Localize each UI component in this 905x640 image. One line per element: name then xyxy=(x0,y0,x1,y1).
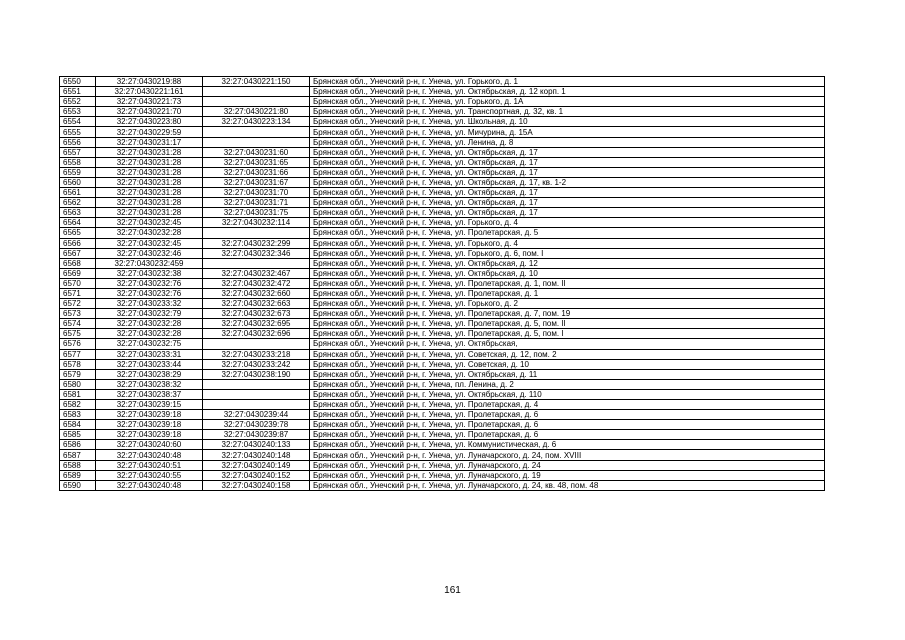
table-row xyxy=(60,228,825,238)
object-cadastral-number-cell xyxy=(203,137,310,147)
address-cell: Брянская обл., Унечский р-н, г. Унеча, ул. Советская, д. 10 xyxy=(310,359,825,369)
parcel-cadastral-number-cell: 32:27:0430232:46 xyxy=(96,248,203,258)
object-cadastral-number-cell: 32:27:0430231:70 xyxy=(203,188,310,198)
row-number-cell: 6584 xyxy=(60,420,96,430)
parcel-cadastral-number-cell: 32:27:0430233:31 xyxy=(96,349,203,359)
address-cell: Брянская обл., Унечский р-н, г. Унеча, ул. Горького, д. 6, пом. I xyxy=(310,248,825,258)
object-cadastral-number-cell xyxy=(203,400,310,410)
row-number-cell: 6561 xyxy=(60,188,96,198)
table-row xyxy=(60,379,825,389)
row-number-cell: 6555 xyxy=(60,127,96,137)
parcel-cadastral-number-cell: 32:27:0430231:28 xyxy=(96,147,203,157)
table-row xyxy=(60,288,825,298)
object-cadastral-number-cell: 32:27:0430239:44 xyxy=(203,410,310,420)
row-number-cell: 6590 xyxy=(60,480,96,490)
table-row xyxy=(60,319,825,329)
address-cell: Брянская обл., Унечский р-н, г. Унеча, ул. Октябрьская, д. 17 xyxy=(310,198,825,208)
address-cell: Брянская обл., Унечский р-н, г. Унеча, ул. Октябрьская, д. 12 корп. 1 xyxy=(310,87,825,97)
object-cadastral-number-cell xyxy=(203,258,310,268)
parcel-cadastral-number-cell: 32:27:0430229:59 xyxy=(96,127,203,137)
address-cell: Брянская обл., Унечский р-н, г. Унеча, ул. Октябрьская, д. 10 xyxy=(310,268,825,278)
table-row xyxy=(60,77,825,87)
table-row xyxy=(60,238,825,248)
address-cell: Брянская обл., Унечский р-н, г. Унеча, ул. Луначарского, д. 24 xyxy=(310,460,825,470)
address-cell: Брянская обл., Унечский р-н, г. Унеча, ул. Пролетарская, д. 6 xyxy=(310,420,825,430)
parcel-cadastral-number-cell: 32:27:0430240:55 xyxy=(96,470,203,480)
object-cadastral-number-cell xyxy=(203,379,310,389)
address-cell: Брянская обл., Унечский р-н, г. Унеча, ул. Пролетарская, д. 5, пом. II xyxy=(310,319,825,329)
parcel-cadastral-number-cell: 32:27:0430233:32 xyxy=(96,299,203,309)
row-number-cell: 6569 xyxy=(60,268,96,278)
address-cell: Брянская обл., Унечский р-н, г. Унеча, ул. Октябрьская, д. 17 xyxy=(310,147,825,157)
table-row xyxy=(60,450,825,460)
parcel-cadastral-number-cell: 32:27:0430221:73 xyxy=(96,97,203,107)
table-row xyxy=(60,117,825,127)
table-row xyxy=(60,400,825,410)
row-number-cell: 6558 xyxy=(60,157,96,167)
table-row xyxy=(60,147,825,157)
table-row xyxy=(60,258,825,268)
row-number-cell: 6588 xyxy=(60,460,96,470)
address-cell: Брянская обл., Унечский р-н, г. Унеча, ул. Пролетарская, д. 1, пом. II xyxy=(310,278,825,288)
parcel-cadastral-number-cell: 32:27:0430232:459 xyxy=(96,258,203,268)
address-cell: Брянская обл., Унечский р-н, г. Унеча, ул. Пролетарская, д. 4 xyxy=(310,400,825,410)
row-number-cell: 6563 xyxy=(60,208,96,218)
table-row xyxy=(60,137,825,147)
table-row xyxy=(60,97,825,107)
table-row xyxy=(60,107,825,117)
table-row xyxy=(60,339,825,349)
address-cell: Брянская обл., Унечский р-н, г. Унеча, ул. Пролетарская, д. 1 xyxy=(310,288,825,298)
parcel-cadastral-number-cell: 32:27:0430232:38 xyxy=(96,268,203,278)
row-number-cell: 6586 xyxy=(60,440,96,450)
parcel-cadastral-number-cell: 32:27:0430232:79 xyxy=(96,309,203,319)
address-cell: Брянская обл., Унечский р-н, г. Унеча, ул. Пролетарская, д. 5 xyxy=(310,228,825,238)
parcel-cadastral-number-cell: 32:27:0430239:18 xyxy=(96,430,203,440)
parcel-cadastral-number-cell: 32:27:0430232:75 xyxy=(96,339,203,349)
object-cadastral-number-cell: 32:27:0430238:190 xyxy=(203,369,310,379)
parcel-cadastral-number-cell: 32:27:0430232:76 xyxy=(96,278,203,288)
row-number-cell: 6566 xyxy=(60,238,96,248)
parcel-cadastral-number-cell: 32:27:0430221:161 xyxy=(96,87,203,97)
row-number-cell: 6578 xyxy=(60,359,96,369)
table-row xyxy=(60,208,825,218)
address-cell: Брянская обл., Унечский р-н, г. Унеча, ул. Пролетарская, д. 5, пом. I xyxy=(310,329,825,339)
parcel-cadastral-number-cell: 32:27:0430231:28 xyxy=(96,198,203,208)
object-cadastral-number-cell: 32:27:0430232:114 xyxy=(203,218,310,228)
address-cell: Брянская обл., Унечский р-н, г. Унеча, ул. Октябрьская, д. 110 xyxy=(310,389,825,399)
object-cadastral-number-cell: 32:27:0430232:673 xyxy=(203,309,310,319)
address-cell: Брянская обл., Унечский р-н, г. Унеча, ул. Школьная, д. 10 xyxy=(310,117,825,127)
object-cadastral-number-cell xyxy=(203,87,310,97)
parcel-cadastral-number-cell: 32:27:0430240:60 xyxy=(96,440,203,450)
table-row xyxy=(60,470,825,480)
row-number-cell: 6551 xyxy=(60,87,96,97)
row-number-cell: 6562 xyxy=(60,198,96,208)
row-number-cell: 6564 xyxy=(60,218,96,228)
row-number-cell: 6550 xyxy=(60,77,96,87)
address-cell: Брянская обл., Унечский р-н, г. Унеча, ул. Октябрьская, д. 17 xyxy=(310,188,825,198)
address-cell: Брянская обл., Унечский р-н, г. Унеча, ул. Мичурина, д. 15А xyxy=(310,127,825,137)
object-cadastral-number-cell: 32:27:0430240:152 xyxy=(203,470,310,480)
table-row xyxy=(60,188,825,198)
row-number-cell: 6554 xyxy=(60,117,96,127)
row-number-cell: 6567 xyxy=(60,248,96,258)
parcel-cadastral-number-cell: 32:27:0430239:15 xyxy=(96,400,203,410)
object-cadastral-number-cell xyxy=(203,389,310,399)
object-cadastral-number-cell: 32:27:0430223:134 xyxy=(203,117,310,127)
address-cell: Брянская обл., Унечский р-н, г. Унеча, ул. Октябрьская, д. 17 xyxy=(310,167,825,177)
table-row xyxy=(60,410,825,420)
object-cadastral-number-cell: 32:27:0430231:66 xyxy=(203,167,310,177)
address-cell: Брянская обл., Унечский р-н, г. Унеча, ул. Луначарского, д. 19 xyxy=(310,470,825,480)
object-cadastral-number-cell xyxy=(203,97,310,107)
object-cadastral-number-cell: 32:27:0430221:80 xyxy=(203,107,310,117)
parcel-cadastral-number-cell: 32:27:0430231:28 xyxy=(96,177,203,187)
parcel-cadastral-number-cell: 32:27:0430239:18 xyxy=(96,410,203,420)
table-row xyxy=(60,299,825,309)
address-cell: Брянская обл., Унечский р-н, г. Унеча, пл. Ленина, д. 2 xyxy=(310,379,825,389)
row-number-cell: 6576 xyxy=(60,339,96,349)
parcel-cadastral-number-cell: 32:27:0430240:51 xyxy=(96,460,203,470)
row-number-cell: 6585 xyxy=(60,430,96,440)
object-cadastral-number-cell: 32:27:0430231:65 xyxy=(203,157,310,167)
object-cadastral-number-cell: 32:27:0430239:87 xyxy=(203,430,310,440)
row-number-cell: 6577 xyxy=(60,349,96,359)
row-number-cell: 6575 xyxy=(60,329,96,339)
table-row xyxy=(60,349,825,359)
table-row xyxy=(60,198,825,208)
row-number-cell: 6565 xyxy=(60,228,96,238)
table-row xyxy=(60,268,825,278)
table-row xyxy=(60,309,825,319)
row-number-cell: 6579 xyxy=(60,369,96,379)
row-number-cell: 6568 xyxy=(60,258,96,268)
address-cell: Брянская обл., Унечский р-н, г. Унеча, ул. Транспортная, д. 32, кв. 1 xyxy=(310,107,825,117)
parcel-cadastral-number-cell: 32:27:0430232:28 xyxy=(96,319,203,329)
parcel-cadastral-number-cell: 32:27:0430238:37 xyxy=(96,389,203,399)
row-number-cell: 6587 xyxy=(60,450,96,460)
address-cell: Брянская обл., Унечский р-н, г. Унеча, ул. Октябрьская, д. 17, кв. 1-2 xyxy=(310,177,825,187)
parcel-cadastral-number-cell: 32:27:0430231:28 xyxy=(96,208,203,218)
address-cell: Брянская обл., Унечский р-н, г. Унеча, ул. Ленина, д. 8 xyxy=(310,137,825,147)
parcel-cadastral-number-cell: 32:27:0430231:28 xyxy=(96,157,203,167)
object-cadastral-number-cell: 32:27:0430239:78 xyxy=(203,420,310,430)
address-cell: Брянская обл., Унечский р-н, г. Унеча, ул. Октябрьская, д. 12 xyxy=(310,258,825,268)
row-number-cell: 6589 xyxy=(60,470,96,480)
table-row xyxy=(60,218,825,228)
parcel-cadastral-number-cell: 32:27:0430232:45 xyxy=(96,218,203,228)
address-cell: Брянская обл., Унечский р-н, г. Унеча, ул. Горького, д. 1А xyxy=(310,97,825,107)
row-number-cell: 6560 xyxy=(60,177,96,187)
parcel-cadastral-number-cell: 32:27:0430238:32 xyxy=(96,379,203,389)
object-cadastral-number-cell: 32:27:0430232:695 xyxy=(203,319,310,329)
parcel-cadastral-number-cell: 32:27:0430232:28 xyxy=(96,329,203,339)
object-cadastral-number-cell: 32:27:0430232:299 xyxy=(203,238,310,248)
address-cell: Брянская обл., Унечский р-н, г. Унеча, ул. Коммунистическая, д. 6 xyxy=(310,440,825,450)
address-cell: Брянская обл., Унечский р-н, г. Унеча, ул. Пролетарская, д. 6 xyxy=(310,410,825,420)
table-row xyxy=(60,420,825,430)
object-cadastral-number-cell: 32:27:0430240:133 xyxy=(203,440,310,450)
row-number-cell: 6583 xyxy=(60,410,96,420)
table-row xyxy=(60,369,825,379)
table-row xyxy=(60,329,825,339)
address-cell: Брянская обл., Унечский р-н, г. Унеча, ул. Горького, д. 4 xyxy=(310,218,825,228)
address-cell: Брянская обл., Унечский р-н, г. Унеча, ул. Луначарского, д. 24, кв. 48, пом. 48 xyxy=(310,480,825,490)
table-row xyxy=(60,157,825,167)
page-number: 161 xyxy=(444,585,461,596)
address-cell: Брянская обл., Унечский р-н, г. Унеча, ул. Пролетарская, д. 7, пом. 19 xyxy=(310,309,825,319)
address-cell: Брянская обл., Унечский р-н, г. Унеча, ул. Октябрьская, д. 11 xyxy=(310,369,825,379)
parcel-cadastral-number-cell: 32:27:0430239:18 xyxy=(96,420,203,430)
parcel-cadastral-number-cell: 32:27:0430232:28 xyxy=(96,228,203,238)
row-number-cell: 6582 xyxy=(60,400,96,410)
table-row xyxy=(60,127,825,137)
row-number-cell: 6581 xyxy=(60,389,96,399)
object-cadastral-number-cell: 32:27:0430231:60 xyxy=(203,147,310,157)
row-number-cell: 6553 xyxy=(60,107,96,117)
table-row xyxy=(60,278,825,288)
row-number-cell: 6571 xyxy=(60,288,96,298)
row-number-cell: 6556 xyxy=(60,137,96,147)
object-cadastral-number-cell: 32:27:0430233:218 xyxy=(203,349,310,359)
object-cadastral-number-cell: 32:27:0430231:75 xyxy=(203,208,310,218)
object-cadastral-number-cell: 32:27:0430240:148 xyxy=(203,450,310,460)
object-cadastral-number-cell: 32:27:0430232:663 xyxy=(203,299,310,309)
address-cell: Брянская обл., Унечский р-н, г. Унеча, ул. Луначарского, д. 24, пом. XVIII xyxy=(310,450,825,460)
address-cell: Брянская обл., Унечский р-н, г. Унеча, ул. Октябрьская, xyxy=(310,339,825,349)
table-row xyxy=(60,389,825,399)
row-number-cell: 6580 xyxy=(60,379,96,389)
parcel-cadastral-number-cell: 32:27:0430240:48 xyxy=(96,450,203,460)
address-cell: Брянская обл., Унечский р-н, г. Унеча, ул. Горького, д. 1 xyxy=(310,77,825,87)
row-number-cell: 6557 xyxy=(60,147,96,157)
object-cadastral-number-cell: 32:27:0430232:660 xyxy=(203,288,310,298)
row-number-cell: 6570 xyxy=(60,278,96,288)
table-row xyxy=(60,87,825,97)
property-table xyxy=(59,76,825,491)
table-row xyxy=(60,248,825,258)
parcel-cadastral-number-cell: 32:27:0430219:88 xyxy=(96,77,203,87)
row-number-cell: 6574 xyxy=(60,319,96,329)
object-cadastral-number-cell: 32:27:0430240:158 xyxy=(203,480,310,490)
row-number-cell: 6573 xyxy=(60,309,96,319)
object-cadastral-number-cell xyxy=(203,127,310,137)
address-cell: Брянская обл., Унечский р-н, г. Унеча, ул. Горького, д. 4 xyxy=(310,238,825,248)
parcel-cadastral-number-cell: 32:27:0430238:29 xyxy=(96,369,203,379)
table-row xyxy=(60,440,825,450)
object-cadastral-number-cell: 32:27:0430231:67 xyxy=(203,177,310,187)
object-cadastral-number-cell: 32:27:0430240:149 xyxy=(203,460,310,470)
row-number-cell: 6559 xyxy=(60,167,96,177)
object-cadastral-number-cell: 32:27:0430221:150 xyxy=(203,77,310,87)
object-cadastral-number-cell: 32:27:0430233:242 xyxy=(203,359,310,369)
table-row xyxy=(60,167,825,177)
object-cadastral-number-cell: 32:27:0430231:71 xyxy=(203,198,310,208)
parcel-cadastral-number-cell: 32:27:0430232:76 xyxy=(96,288,203,298)
table-row xyxy=(60,460,825,470)
address-cell: Брянская обл., Унечский р-н, г. Унеча, ул. Горького, д. 2 xyxy=(310,299,825,309)
address-cell: Брянская обл., Унечский р-н, г. Унеча, ул. Советская, д. 12, пом. 2 xyxy=(310,349,825,359)
object-cadastral-number-cell: 32:27:0430232:346 xyxy=(203,248,310,258)
property-table-body xyxy=(60,77,825,491)
address-cell: Брянская обл., Унечский р-н, г. Унеча, ул. Октябрьская, д. 17 xyxy=(310,157,825,167)
address-cell: Брянская обл., Унечский р-н, г. Унеча, ул. Октябрьская, д. 17 xyxy=(310,208,825,218)
parcel-cadastral-number-cell: 32:27:0430231:17 xyxy=(96,137,203,147)
object-cadastral-number-cell xyxy=(203,339,310,349)
object-cadastral-number-cell: 32:27:0430232:467 xyxy=(203,268,310,278)
parcel-cadastral-number-cell: 32:27:0430240:48 xyxy=(96,480,203,490)
table-row xyxy=(60,480,825,490)
parcel-cadastral-number-cell: 32:27:0430232:45 xyxy=(96,238,203,248)
object-cadastral-number-cell: 32:27:0430232:472 xyxy=(203,278,310,288)
parcel-cadastral-number-cell: 32:27:0430233:44 xyxy=(96,359,203,369)
row-number-cell: 6572 xyxy=(60,299,96,309)
table-row xyxy=(60,177,825,187)
object-cadastral-number-cell: 32:27:0430232:696 xyxy=(203,329,310,339)
parcel-cadastral-number-cell: 32:27:0430223:80 xyxy=(96,117,203,127)
parcel-cadastral-number-cell: 32:27:0430221:70 xyxy=(96,107,203,117)
parcel-cadastral-number-cell: 32:27:0430231:28 xyxy=(96,167,203,177)
address-cell: Брянская обл., Унечский р-н, г. Унеча, ул. Пролетарская, д. 6 xyxy=(310,430,825,440)
table-row xyxy=(60,430,825,440)
object-cadastral-number-cell xyxy=(203,228,310,238)
row-number-cell: 6552 xyxy=(60,97,96,107)
table-row xyxy=(60,359,825,369)
parcel-cadastral-number-cell: 32:27:0430231:28 xyxy=(96,188,203,198)
